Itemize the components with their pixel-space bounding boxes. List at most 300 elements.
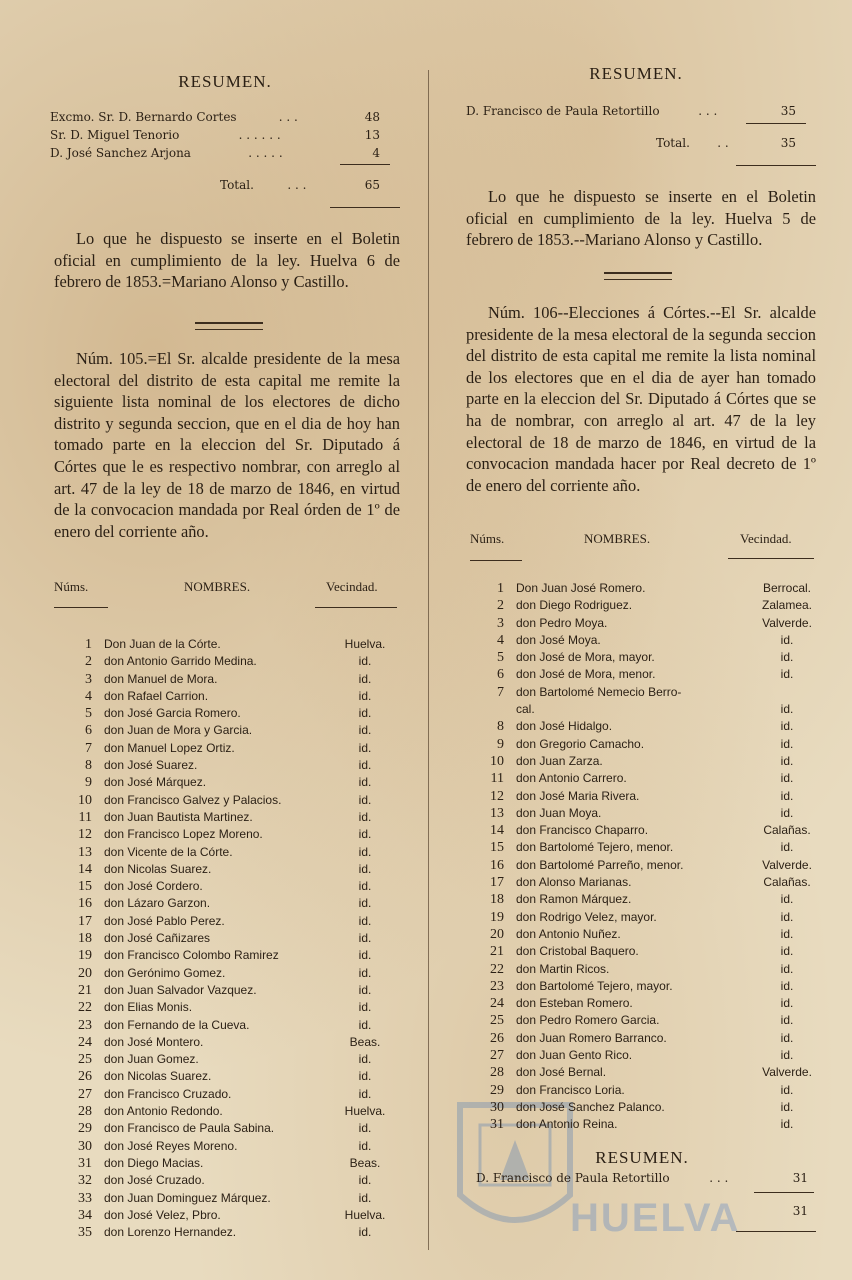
voter-row xyxy=(50,792,400,809)
voter-name: don José Márquez. xyxy=(104,775,207,790)
voter-number: 6 xyxy=(497,667,504,683)
section-ornament xyxy=(604,272,672,280)
right-final-heading: RESUMEN. xyxy=(595,1148,689,1167)
voter-name: don Elias Monis. xyxy=(104,1000,193,1015)
voter-row xyxy=(466,1047,818,1064)
total-label: Total. xyxy=(656,136,690,150)
voter-row xyxy=(466,753,818,770)
voter-number: 26 xyxy=(490,1030,504,1046)
voter-name: don José Bernal. xyxy=(516,1065,607,1080)
left-summary-heading: RESUMEN. xyxy=(178,72,272,91)
voter-vecindad: id. xyxy=(780,805,794,820)
summary-candidate: D. José Sanchez Arjona xyxy=(50,146,191,160)
voter-row xyxy=(466,995,818,1012)
voter-number: 34 xyxy=(78,1207,92,1223)
summary-rule xyxy=(754,1192,814,1193)
voter-name: don José Cañizares xyxy=(104,931,211,946)
voter-number: 8 xyxy=(497,719,504,735)
voter-name: don José Garcia Romero. xyxy=(104,706,241,721)
voter-row xyxy=(466,580,818,597)
voter-vecindad: id. xyxy=(358,896,372,911)
voter-row xyxy=(466,684,818,701)
voter-vecindad: Valverde. xyxy=(762,1065,812,1080)
voter-vecindad: id. xyxy=(780,909,794,924)
voter-number: 10 xyxy=(490,753,504,769)
voter-row xyxy=(50,1190,400,1207)
voter-row xyxy=(466,961,818,978)
voter-number: 21 xyxy=(490,944,504,960)
voter-number: 15 xyxy=(78,879,92,895)
voter-vecindad: id. xyxy=(358,654,372,669)
voter-row xyxy=(466,649,818,666)
voter-vecindad: id. xyxy=(780,892,794,907)
header-rule xyxy=(470,560,522,561)
col-names-header: NOMBRES. xyxy=(584,531,651,546)
col-vecindad-header: Vecindad. xyxy=(326,579,378,594)
voter-number: 35 xyxy=(78,1225,92,1241)
watermark-text: HUELVA xyxy=(570,1196,741,1240)
voter-number: 3 xyxy=(497,615,504,631)
final-dots: . . . xyxy=(709,1171,729,1185)
voter-name: don Martin Ricos. xyxy=(516,961,610,976)
voter-number: 16 xyxy=(490,857,504,873)
voter-name: don Bartolomé Tejero, menor. xyxy=(516,840,674,855)
summary-rule xyxy=(736,165,816,166)
voter-row xyxy=(50,722,400,739)
final-votes: 31 xyxy=(792,1171,808,1185)
voter-name: don Alonso Marianas. xyxy=(516,875,632,890)
total-dots: . . . xyxy=(287,178,307,192)
header-rule xyxy=(315,607,397,608)
final-total-row xyxy=(756,1204,808,1218)
voter-vecindad: id. xyxy=(358,706,372,721)
summary-dots: . . . xyxy=(698,104,718,118)
voter-name: don Nicolas Suarez. xyxy=(104,861,212,876)
voter-vecindad: id. xyxy=(780,736,794,751)
column-divider xyxy=(428,70,429,1250)
voter-vecindad: id. xyxy=(358,792,372,807)
right-voter-list xyxy=(466,580,818,1134)
voter-vecindad: id. xyxy=(780,1082,794,1097)
summary-rule xyxy=(330,207,400,208)
voter-row xyxy=(50,930,400,947)
voter-name: don Gregorio Camacho. xyxy=(516,736,645,751)
right-intro-paragraph xyxy=(466,302,816,496)
voter-row xyxy=(466,978,818,995)
voter-number: 20 xyxy=(490,926,504,942)
voter-name: don Esteban Romero. xyxy=(516,996,633,1011)
voter-number: 19 xyxy=(490,909,504,925)
voter-vecindad: id. xyxy=(780,788,794,803)
voter-number: 25 xyxy=(490,1013,504,1029)
voter-row xyxy=(50,1017,400,1034)
voter-name: don Bartolomé Tejero, mayor. xyxy=(516,978,673,993)
voter-vecindad: id. xyxy=(780,1013,794,1028)
voter-number: 29 xyxy=(490,1082,504,1098)
voter-vecindad: id. xyxy=(780,1099,794,1114)
right-list-header xyxy=(470,531,816,551)
voter-name: don Pedro Moya. xyxy=(516,615,608,630)
voter-number: 1 xyxy=(85,637,92,652)
left-summary-list xyxy=(50,110,380,164)
voter-name: don Lorenzo Hernandez. xyxy=(104,1225,237,1240)
voter-vecindad: id. xyxy=(358,758,372,773)
voter-row xyxy=(50,1086,400,1103)
voter-number: 21 xyxy=(78,982,92,998)
voter-name: don Juan Dominguez Márquez. xyxy=(104,1190,271,1205)
voter-row xyxy=(466,857,818,874)
summary-row xyxy=(466,104,796,118)
section-ornament xyxy=(195,322,263,330)
voter-row xyxy=(50,774,400,791)
voter-vecindad: id. xyxy=(780,702,794,717)
voter-row xyxy=(50,757,400,774)
voter-name: don Antonio Redondo. xyxy=(104,1104,223,1119)
right-notice-paragraph xyxy=(466,186,816,251)
voter-name: don Francisco de Paula Sabina. xyxy=(104,1121,275,1136)
voter-vecindad: Valverde. xyxy=(762,857,812,872)
voter-number: 23 xyxy=(490,978,504,994)
voter-name: don Francisco Cruzado. xyxy=(104,1086,232,1101)
voter-name: don Juan Gento Rico. xyxy=(516,1048,633,1063)
voter-row xyxy=(466,891,818,908)
voter-vecindad: id. xyxy=(780,961,794,976)
voter-vecindad: id. xyxy=(358,1069,372,1084)
col-names-header: NOMBRES. xyxy=(184,579,251,594)
voter-row xyxy=(466,736,818,753)
voter-row xyxy=(466,822,818,839)
voter-vecindad: id. xyxy=(780,978,794,993)
voter-vecindad: id. xyxy=(780,667,794,682)
voter-number: 12 xyxy=(490,788,504,804)
left-notice-paragraph xyxy=(54,228,400,293)
voter-vecindad: id. xyxy=(358,1052,372,1067)
voter-name: don José de Mora, mayor. xyxy=(516,650,655,665)
voter-name: don Manuel de Mora. xyxy=(104,671,218,686)
voter-row xyxy=(466,1082,818,1099)
voter-number: 31 xyxy=(78,1155,92,1171)
voter-row xyxy=(466,1064,818,1081)
voter-name: don José Suarez. xyxy=(104,758,198,773)
col-nums-header: Núms. xyxy=(54,579,89,594)
voter-vecindad: id. xyxy=(358,1225,372,1240)
voter-name: don Rodrigo Velez, mayor. xyxy=(516,909,657,924)
voter-row xyxy=(466,909,818,926)
summary-rule xyxy=(736,1231,816,1232)
voter-vecindad: id. xyxy=(358,809,372,824)
summary-candidate: D. Francisco de Paula Retortillo xyxy=(466,104,660,118)
voter-number: 24 xyxy=(78,1034,92,1050)
voter-row xyxy=(466,926,818,943)
notice-text: Lo que he dispuesto se inserte en el Boletin oficial en cumplimiento de la ley. Huelva 5 de febrero de 1853.--Mariano Alonso y Castillo. xyxy=(466,187,816,250)
voter-number: 20 xyxy=(78,965,92,981)
voter-number: 28 xyxy=(490,1065,504,1081)
voter-name: Don Juan José Romero. xyxy=(516,581,646,595)
voter-number: 4 xyxy=(85,688,92,704)
voter-row xyxy=(50,1051,400,1068)
voter-vecindad: id. xyxy=(780,926,794,941)
voter-row xyxy=(466,874,818,891)
voter-name: don Antonio Garrido Medina. xyxy=(104,654,257,669)
voter-name: don Nicolas Suarez. xyxy=(104,1069,212,1084)
summary-rule xyxy=(340,164,390,165)
voter-vecindad: Calañas. xyxy=(763,823,811,838)
voter-number: 7 xyxy=(497,684,504,700)
total-label: Total. xyxy=(220,178,254,192)
notice-text: Lo que he dispuesto se inserte en el Boletin oficial en cumplimiento de la ley. Huelva 6 de febrero de 1853.=Mariano Alonso y Castillo. xyxy=(54,229,400,292)
voter-row xyxy=(50,809,400,826)
voter-number: 25 xyxy=(78,1052,92,1068)
summary-rule xyxy=(746,123,806,124)
voter-number: 17 xyxy=(490,875,504,891)
voter-vecindad: id. xyxy=(358,913,372,928)
voter-row xyxy=(466,597,818,614)
voter-row xyxy=(466,1012,818,1029)
voter-name: don Antonio Carrero. xyxy=(516,771,627,786)
voter-name: Don Juan de la Córte. xyxy=(104,637,221,651)
voter-name: don José Cruzado. xyxy=(104,1173,205,1188)
voter-number: 5 xyxy=(497,650,504,666)
voter-number: 23 xyxy=(78,1017,92,1033)
voter-row xyxy=(50,947,400,964)
total-dots: . . xyxy=(717,136,729,150)
voter-name: don Francisco Colombo Ramirez xyxy=(104,948,279,963)
voter-vecindad: id. xyxy=(780,840,794,855)
final-total: 31 xyxy=(792,1204,808,1218)
voter-name: don Gerónimo Gomez. xyxy=(104,965,226,980)
voter-name: don Bartolomé Nemecio Berro- xyxy=(516,684,682,699)
voter-vecindad: Valverde. xyxy=(762,615,812,630)
voter-number: 11 xyxy=(490,771,504,787)
voter-row xyxy=(50,1138,400,1155)
summary-votes: 13 xyxy=(364,128,380,142)
voter-number: 13 xyxy=(490,805,504,821)
summary-votes: 48 xyxy=(364,110,380,124)
voter-name: don José Sanchez Palanco. xyxy=(516,1099,665,1114)
voter-vecindad: id. xyxy=(780,1048,794,1063)
voter-row xyxy=(50,826,400,843)
voter-row xyxy=(50,1120,400,1137)
voter-row xyxy=(50,740,400,757)
voter-number: 2 xyxy=(85,654,92,670)
summary-candidate: Sr. D. Miguel Tenorio xyxy=(50,128,180,142)
voter-vecindad: id. xyxy=(358,775,372,790)
voter-name: don Ramon Márquez. xyxy=(516,892,632,907)
voter-row xyxy=(50,1155,400,1172)
voter-name: don José Pablo Perez. xyxy=(104,913,225,928)
voter-row xyxy=(466,770,818,787)
voter-name: don Francisco Galvez y Palacios. xyxy=(104,792,282,807)
voter-row xyxy=(466,632,818,649)
right-summary-heading: RESUMEN. xyxy=(589,64,683,83)
voter-row xyxy=(50,965,400,982)
voter-name: don José Velez, Pbro. xyxy=(104,1207,221,1222)
voter-name: don Juan Gomez. xyxy=(104,1052,199,1067)
voter-name: don Fernando de la Cueva. xyxy=(104,1017,250,1032)
voter-number: 26 xyxy=(78,1069,92,1085)
summary-dots: . . . . . . xyxy=(238,128,281,142)
voter-number: 3 xyxy=(85,671,92,687)
voter-number: 14 xyxy=(78,861,92,877)
intro-text: Núm. 105.=El Sr. alcalde presidente de la mesa electoral del distrito de esta capital me remite la siguiente lista nominal de los electores de dicho distrito y segunda seccion, que en el dia de hoy han tomado parte en la eleccion del Sr. Diputado á Córtes que le es respectivo nombrar, con arreglo al art. 47 de la ley de 18 de marzo de 1846, en virtud de la convocacion mandada por Real órden de 1º de enero del corriente año. xyxy=(54,349,400,541)
voter-vecindad: Beas. xyxy=(349,1034,381,1049)
left-intro-paragraph xyxy=(54,348,400,542)
voter-name: don Juan Salvador Vazquez. xyxy=(104,982,257,997)
voter-vecindad: Beas. xyxy=(349,1155,381,1170)
total-value: 35 xyxy=(780,136,796,150)
intro-text: Núm. 106--Elecciones á Córtes.--El Sr. alcalde presidente de la mesa electoral de la segunda seccion del distrito de esta capital me remite la lista nominal de los electores que en el dia de ayer han tomado parte en la eleccion del Sr. Diputado á Córtes que se ha de nombrar, con arreglo al art. 47 de la ley electoral de 18 de marzo de 1846, en virtud de la convocacion mandada hacer por Real decreto de 1º de enero del corriente año. xyxy=(466,303,816,495)
final-candidate: D. Francisco de Paula Retortillo xyxy=(476,1171,670,1185)
voter-row xyxy=(466,701,818,718)
voter-vecindad: Calañas. xyxy=(763,875,811,890)
voter-vecindad: id. xyxy=(358,931,372,946)
header-rule xyxy=(54,607,108,608)
voter-row xyxy=(466,1116,818,1133)
voter-name: don Pedro Romero Garcia. xyxy=(516,1013,660,1028)
voter-number: 13 xyxy=(78,844,92,860)
summary-row xyxy=(50,146,380,164)
voter-row xyxy=(50,1068,400,1085)
voter-row xyxy=(50,1224,400,1241)
voter-number: 6 xyxy=(85,723,92,739)
voter-name: don José Maria Rivera. xyxy=(516,788,640,803)
voter-vecindad: id. xyxy=(358,1017,372,1032)
voter-number: 7 xyxy=(85,740,92,756)
voter-vecindad: id. xyxy=(358,879,372,894)
voter-vecindad: id. xyxy=(780,719,794,734)
voter-row xyxy=(466,805,818,822)
voter-number: 19 xyxy=(78,948,92,964)
voter-vecindad: id. xyxy=(780,771,794,786)
voter-vecindad: id. xyxy=(358,1086,372,1101)
voter-row xyxy=(50,1034,400,1051)
col-vecindad-header: Vecindad. xyxy=(740,531,792,546)
voter-row xyxy=(50,878,400,895)
voter-number: 1 xyxy=(497,581,504,596)
voter-number: 22 xyxy=(490,961,504,977)
col-nums-header: Núms. xyxy=(470,531,505,546)
summary-total-row xyxy=(220,178,380,192)
voter-vecindad: id. xyxy=(780,996,794,1011)
voter-number: 2 xyxy=(497,598,504,614)
voter-row xyxy=(466,1030,818,1047)
voter-vecindad: Huelva. xyxy=(344,1104,386,1119)
summary-total-row xyxy=(656,136,796,150)
voter-number: 27 xyxy=(78,1086,92,1102)
voter-number: 4 xyxy=(497,632,504,648)
voter-row xyxy=(466,788,818,805)
voter-vecindad: id. xyxy=(780,944,794,959)
voter-number: 29 xyxy=(78,1121,92,1137)
voter-name: don Francisco Loria. xyxy=(516,1082,625,1097)
voter-vecindad: id. xyxy=(358,1000,372,1015)
summary-candidate: Excmo. Sr. D. Bernardo Cortes xyxy=(50,110,237,124)
voter-number: 14 xyxy=(490,823,504,839)
voter-row xyxy=(466,1099,818,1116)
voter-vecindad: id. xyxy=(358,948,372,963)
voter-vecindad: id. xyxy=(358,827,372,842)
voter-vecindad: id. xyxy=(780,1117,794,1132)
voter-vecindad: id. xyxy=(358,688,372,703)
voter-number: 18 xyxy=(490,892,504,908)
voter-row xyxy=(50,1172,400,1189)
voter-name: don José Cordero. xyxy=(104,879,203,894)
voter-vecindad xyxy=(756,684,818,701)
voter-number: 12 xyxy=(78,827,92,843)
voter-name: don José Moya. xyxy=(516,632,601,647)
voter-vecindad: Berrocal. xyxy=(762,581,812,595)
voter-vecindad: id. xyxy=(358,844,372,859)
voter-name: don Cristobal Baquero. xyxy=(516,944,639,959)
voter-number: 22 xyxy=(78,1000,92,1016)
voter-number xyxy=(466,701,516,718)
voter-number: 9 xyxy=(85,775,92,791)
voter-number: 5 xyxy=(85,706,92,722)
voter-vecindad: id. xyxy=(358,671,372,686)
voter-name: don José de Mora, menor. xyxy=(516,667,656,682)
voter-name: don Juan de Mora y Garcia. xyxy=(104,723,253,738)
voter-vecindad: id. xyxy=(358,1190,372,1205)
voter-row xyxy=(50,636,400,653)
voter-row xyxy=(466,718,818,735)
voter-name: don Diego Rodriguez. xyxy=(516,598,633,613)
voter-name: don Antonio Nuñez. xyxy=(516,926,621,941)
voter-number: 30 xyxy=(490,1099,504,1115)
summary-dots: . . . . . xyxy=(248,146,283,160)
voter-row xyxy=(50,913,400,930)
voter-number: 28 xyxy=(78,1104,92,1120)
voter-name: don Vicente de la Córte. xyxy=(104,844,233,859)
voter-number: 11 xyxy=(78,809,92,825)
voter-vecindad: Huelva. xyxy=(344,1207,386,1222)
voter-number: 24 xyxy=(490,996,504,1012)
voter-row xyxy=(50,844,400,861)
voter-vecindad: id. xyxy=(358,982,372,997)
voter-number: 32 xyxy=(78,1173,92,1189)
voter-name: don José Hidalgo. xyxy=(516,719,613,734)
voter-row xyxy=(466,943,818,960)
voter-row xyxy=(50,1103,400,1120)
voter-vecindad: id. xyxy=(780,753,794,768)
voter-number: 16 xyxy=(78,896,92,912)
voter-vecindad: id. xyxy=(358,740,372,755)
voter-number: 33 xyxy=(78,1190,92,1206)
voter-vecindad: Huelva. xyxy=(344,637,386,651)
summary-row xyxy=(50,110,380,128)
voter-name: cal. xyxy=(516,702,535,717)
voter-vecindad: id. xyxy=(780,1030,794,1045)
voter-name: don José Reyes Moreno. xyxy=(104,1138,238,1153)
voter-vecindad: id. xyxy=(358,1121,372,1136)
summary-row xyxy=(50,128,380,146)
header-rule xyxy=(728,558,814,559)
voter-name: don Lázaro Garzon. xyxy=(104,896,211,911)
voter-vecindad: id. xyxy=(358,1138,372,1153)
voter-vecindad: id. xyxy=(358,723,372,738)
voter-name: don Francisco Lopez Moreno. xyxy=(104,827,263,842)
voter-number: 9 xyxy=(497,736,504,752)
voter-row xyxy=(50,688,400,705)
voter-row xyxy=(466,839,818,856)
voter-vecindad: id. xyxy=(358,1173,372,1188)
voter-name: don Manuel Lopez Ortiz. xyxy=(104,740,235,755)
summary-votes: 35 xyxy=(780,104,796,118)
voter-number: 31 xyxy=(490,1117,504,1133)
summary-votes: 4 xyxy=(372,146,380,160)
voter-name: don José Montero. xyxy=(104,1034,204,1049)
voter-name: don Antonio Reina. xyxy=(516,1117,618,1132)
voter-vecindad: Zalamea. xyxy=(761,598,813,613)
